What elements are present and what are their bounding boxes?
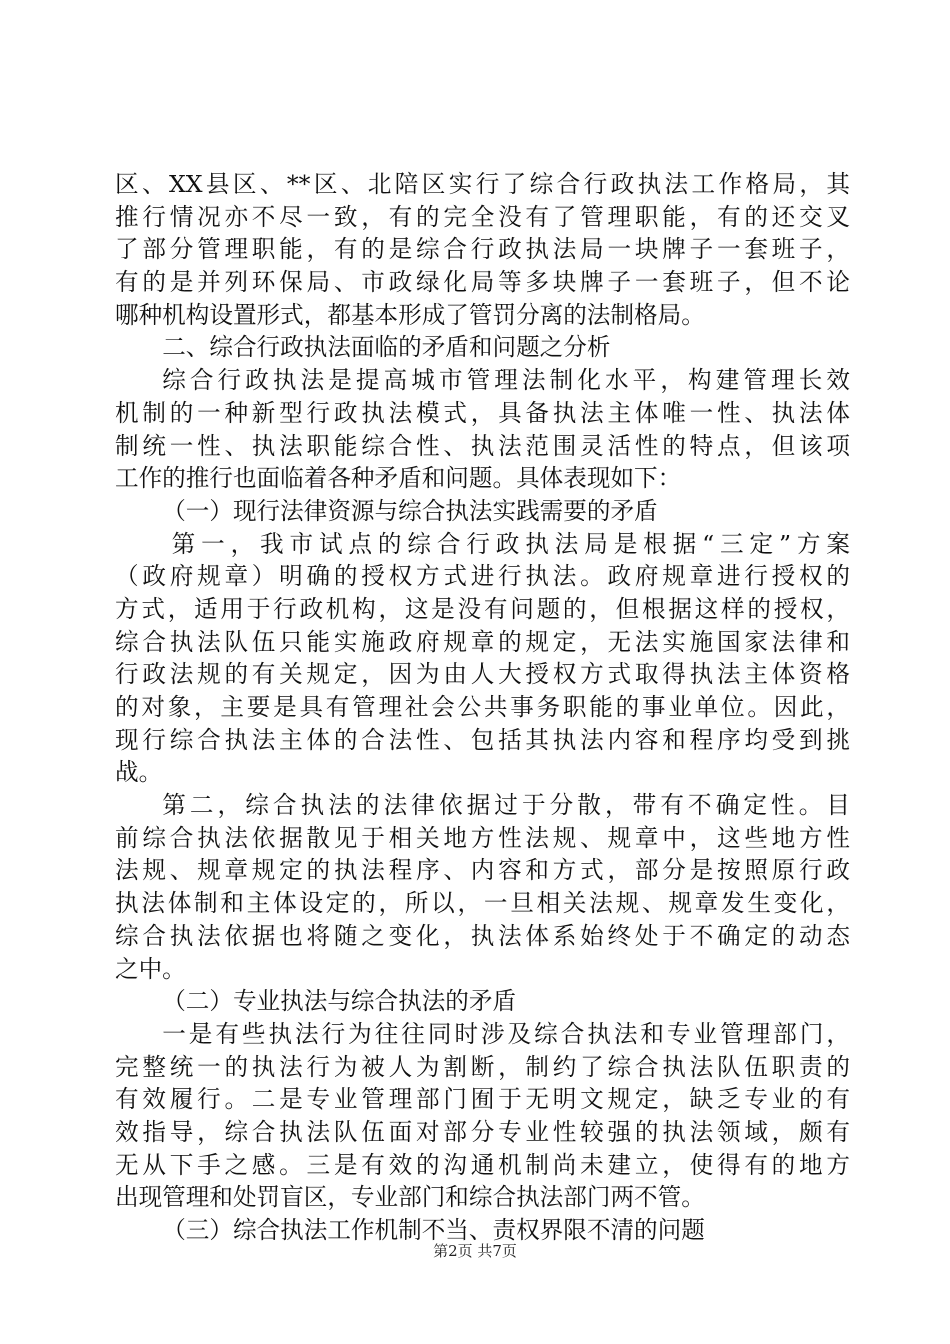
text-line: 一是有些执法行为往往同时涉及综合执法和专业管理部门， (162, 1019, 850, 1048)
text-line: （政府规章）明确的授权方式进行执法。政府规章进行授权的 (115, 562, 850, 591)
page-footer: 第2页 共7页 (433, 1242, 517, 1260)
text-line: 战。 (115, 758, 163, 787)
document-body (115, 168, 850, 1247)
text-line: 了部分管理职能，有的是综合行政执法局一块牌子一套班子， (115, 235, 850, 264)
text-line: 的对象，主要是具有管理社会公共事务职能的事业单位。因此， (115, 693, 850, 721)
text-line: 执法体制和主体设定的，所以，一旦相关法规、规章发生变化， (115, 889, 850, 918)
text-line: 二、综合行政执法面临的矛盾和问题之分析 (162, 333, 611, 362)
text-line: 法规、规章规定的执法程序、内容和方式，部分是按照原行政 (115, 856, 850, 885)
text-line: 之中。 (115, 954, 186, 983)
text-line: （三）综合执法工作机制不当、责权界限不清的问题 (162, 1216, 705, 1244)
text-line: 机制的一种新型行政执法模式，具备执法主体唯一性、执法体 (115, 398, 850, 427)
text-line: 行政法规的有关规定，因为由人大授权方式取得执法主体资格 (115, 660, 850, 689)
text-line: 综合执法队伍只能实施政府规章的规定，无法实施国家法律和 (115, 627, 850, 656)
text-line: 完整统一的执法行为被人为割断，制约了综合执法队伍职责的 (115, 1052, 850, 1081)
text-line: 效指导，综合执法队伍面对部分专业性较强的执法领域，颇有 (115, 1117, 850, 1146)
text-line: 第二，综合执法的法律依据过于分散，带有不确定性。目 (162, 791, 850, 820)
text-line: 出现管理和处罚盲区，专业部门和综合执法部门两不管。 (115, 1183, 705, 1212)
text-line: 方式，适用于行政机构，这是没有问题的，但根据这样的授权， (115, 594, 850, 623)
text-line: 综合执法依据也将随之变化，执法体系始终处于不确定的动态 (115, 921, 850, 950)
text-line: （二）专业执法与综合执法的矛盾 (162, 987, 517, 1016)
text-line: 区、XX县区、**区、北陪区实行了综合行政执法工作格局，其 (115, 170, 850, 198)
text-line: 工作的推行也面临着各种矛盾和问题。具体表现如下： (115, 464, 682, 493)
text-line: 有的是并列环保局、市政绿化局等多块牌子一套班子，但不论 (115, 268, 850, 297)
text-line: 制统一性、执法职能综合性、执法范围灵活性的特点，但该项 (115, 431, 850, 460)
text-line: 现行综合执法主体的合法性、包括其执法内容和程序均受到挑 (115, 725, 850, 754)
text-line: 哪种机构设置形式，都基本形成了管罚分离的法制格局。 (115, 300, 705, 329)
text-line: （一）现行法律资源与综合执法实践需要的矛盾 (162, 496, 658, 525)
text-line: 第一，我市试点的综合行政执法局是根据“三定”方案 (171, 529, 850, 558)
text-line: 综合行政执法是提高城市管理法制化水平，构建管理长效 (162, 366, 850, 395)
text-line: 有效履行。二是专业管理部门囿于无明文规定，缺乏专业的有 (115, 1085, 850, 1114)
text-line: 无从下手之感。三是有效的沟通机制尚未建立，使得有的地方 (115, 1150, 850, 1179)
text-line: 前综合执法依据散见于相关地方性法规、规章中，这些地方性 (115, 823, 850, 852)
text-line: 推行情况亦不尽一致，有的完全没有了管理职能，有的还交叉 (115, 202, 850, 231)
